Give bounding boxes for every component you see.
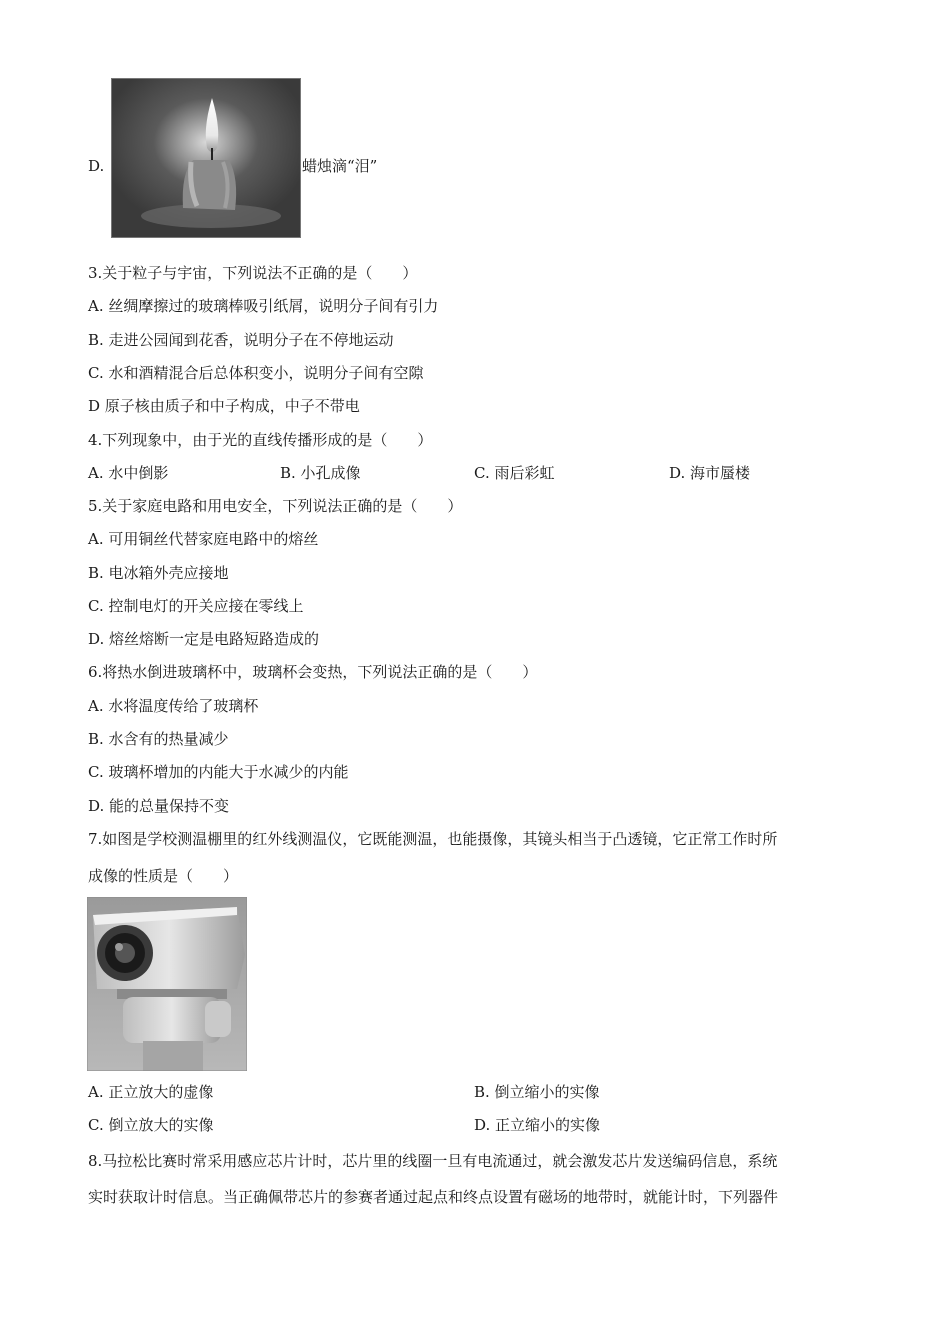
q6-option-d: D. 能的总量保持不变 — [88, 797, 230, 815]
q5-option-d: D. 熔丝熔断一定是电路短路造成的 — [88, 630, 320, 648]
q3-option-d: D 原子核由质子和中子构成，中子不带电 — [88, 397, 360, 415]
q7-option-d: D. 正立缩小的实像 — [474, 1116, 601, 1134]
q3-option-a: A. 丝绸摩擦过的玻璃棒吸引纸屑，说明分子间有引力 — [88, 297, 439, 315]
q7-stem-line2: 成像的性质是（ ） — [88, 867, 239, 885]
q8-stem-line1: 8.马拉松比赛时常采用感应芯片计时，芯片里的线圈一旦有电流通过，就会激发芯片发送编码信息，系统 — [88, 1152, 778, 1170]
q6-option-a: A. 水将温度传给了玻璃杯 — [88, 697, 259, 715]
thermometer-camera-photo — [87, 897, 247, 1071]
option-d-letter: D. — [88, 157, 105, 175]
q4-stem: 4.下列现象中，由于光的直线传播形成的是（ ） — [88, 431, 433, 449]
q6-option-b: B. 水含有的热量减少 — [88, 730, 229, 748]
q5-option-b: B. 电冰箱外壳应接地 — [88, 564, 229, 582]
q5-option-c: C. 控制电灯的开关应接在零线上 — [88, 597, 304, 615]
camera-image — [87, 897, 247, 1071]
q7-option-c: C. 倒立放大的实像 — [88, 1116, 214, 1134]
q3-option-b: B. 走进公园闻到花香，说明分子在不停地运动 — [88, 331, 394, 349]
candle-photo — [111, 78, 301, 238]
q3-option-c: C. 水和酒精混合后总体积变小，说明分子间有空隙 — [88, 364, 424, 382]
q4-option-b: B. 小孔成像 — [280, 464, 361, 482]
q4-option-c: C. 雨后彩虹 — [474, 464, 555, 482]
q7-option-b: B. 倒立缩小的实像 — [474, 1083, 600, 1101]
q5-stem: 5.关于家庭电路和用电安全，下列说法正确的是（ ） — [88, 497, 463, 515]
q7-option-a: A. 正立放大的虚像 — [88, 1083, 214, 1101]
q4-option-d: D. 海市蜃楼 — [669, 464, 751, 482]
q7-stem-line1: 7.如图是学校测温棚里的红外线测温仪，它既能测温，也能摄像，其镜头相当于凸透镜，它正常工作时所 — [88, 830, 778, 848]
q8-stem-line2: 实时获取计时信息。当正确佩带芯片的参赛者通过起点和终点设置有磁场的地带时，就能计时，下列器件 — [88, 1188, 779, 1206]
q5-option-a: A. 可用铜丝代替家庭电路中的熔丝 — [88, 530, 319, 548]
candle-image — [111, 78, 301, 238]
q3-stem: 3.关于粒子与宇宙，下列说法不正确的是（ ） — [88, 264, 418, 282]
option-d-text: 蜡烛滴“泪” — [302, 157, 378, 175]
q6-option-c: C. 玻璃杯增加的内能大于水减少的内能 — [88, 763, 349, 781]
q6-stem: 6.将热水倒进玻璃杯中，玻璃杯会变热，下列说法正确的是（ ） — [88, 663, 538, 681]
q4-option-a: A. 水中倒影 — [88, 464, 169, 482]
